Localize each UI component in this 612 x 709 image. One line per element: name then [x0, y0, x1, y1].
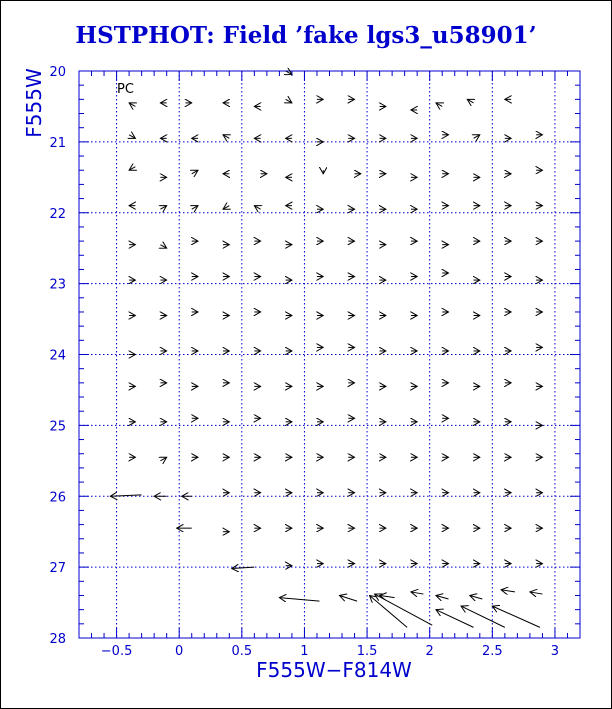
x-tick-label: 2 [425, 644, 434, 659]
x-tick-label: 0 [175, 644, 184, 659]
vector-arrow [411, 592, 424, 594]
vector-arrow [474, 135, 480, 139]
chart-title: HSTPHOT: Field ’fake lgs3_u58901’ [75, 22, 537, 49]
y-tick-label: 23 [49, 277, 66, 293]
x-tick-label: 0.5 [231, 644, 253, 659]
x-tick-label: 3 [550, 644, 560, 659]
y-axis-label: F555W [22, 68, 46, 138]
plot-frame [79, 71, 580, 638]
vector-arrow [467, 99, 473, 103]
vector-arrow [286, 71, 292, 75]
x-tick-label: 2.5 [481, 644, 503, 659]
vector-arrow [492, 606, 540, 627]
grid-layer [79, 71, 580, 638]
y-tick-label: 20 [49, 65, 66, 80]
y-tick-label: 22 [49, 206, 66, 222]
x-tick-label: 1.5 [356, 644, 378, 659]
vector-arrow [530, 592, 543, 594]
vector-arrow [470, 595, 483, 599]
vector-arrow [129, 135, 135, 139]
vector-arrow [436, 610, 474, 628]
x-axis-label: F555W−F814W [256, 658, 412, 682]
x-tick-label: −0.5 [100, 644, 133, 659]
y-tick-label: 25 [49, 419, 66, 435]
y-tick-label: 21 [49, 135, 66, 151]
vector-arrow [375, 594, 433, 625]
vector-arrow [370, 595, 408, 627]
vector-arrow [192, 206, 198, 210]
vector-arrow [501, 590, 515, 592]
y-tick-label: 26 [49, 490, 66, 506]
vector-arrow [160, 245, 166, 249]
vector-arrow [110, 495, 141, 496]
y-tick-label: 27 [49, 561, 66, 577]
vector-arrow [279, 598, 319, 602]
tick-layer [49, 65, 580, 659]
vector-arrow [129, 167, 135, 171]
x-tick-label: 1 [300, 644, 309, 659]
vector-layer [110, 71, 542, 627]
vector-arrow [340, 595, 358, 601]
vector-arrow [223, 135, 229, 139]
vector-arrow [254, 206, 260, 210]
vector-arrow [286, 99, 292, 103]
vector-arrow [160, 457, 166, 461]
vector-arrow [192, 170, 198, 174]
vector-arrow [129, 103, 135, 107]
y-tick-label: 24 [49, 348, 66, 364]
plot-annotation: PC [117, 82, 134, 97]
vector-arrow [436, 103, 442, 107]
vector-arrow [380, 595, 395, 597]
vector-arrow [223, 206, 229, 210]
vector-arrow [436, 595, 449, 599]
y-tick-label: 28 [49, 632, 66, 647]
vector-arrow [160, 206, 166, 210]
